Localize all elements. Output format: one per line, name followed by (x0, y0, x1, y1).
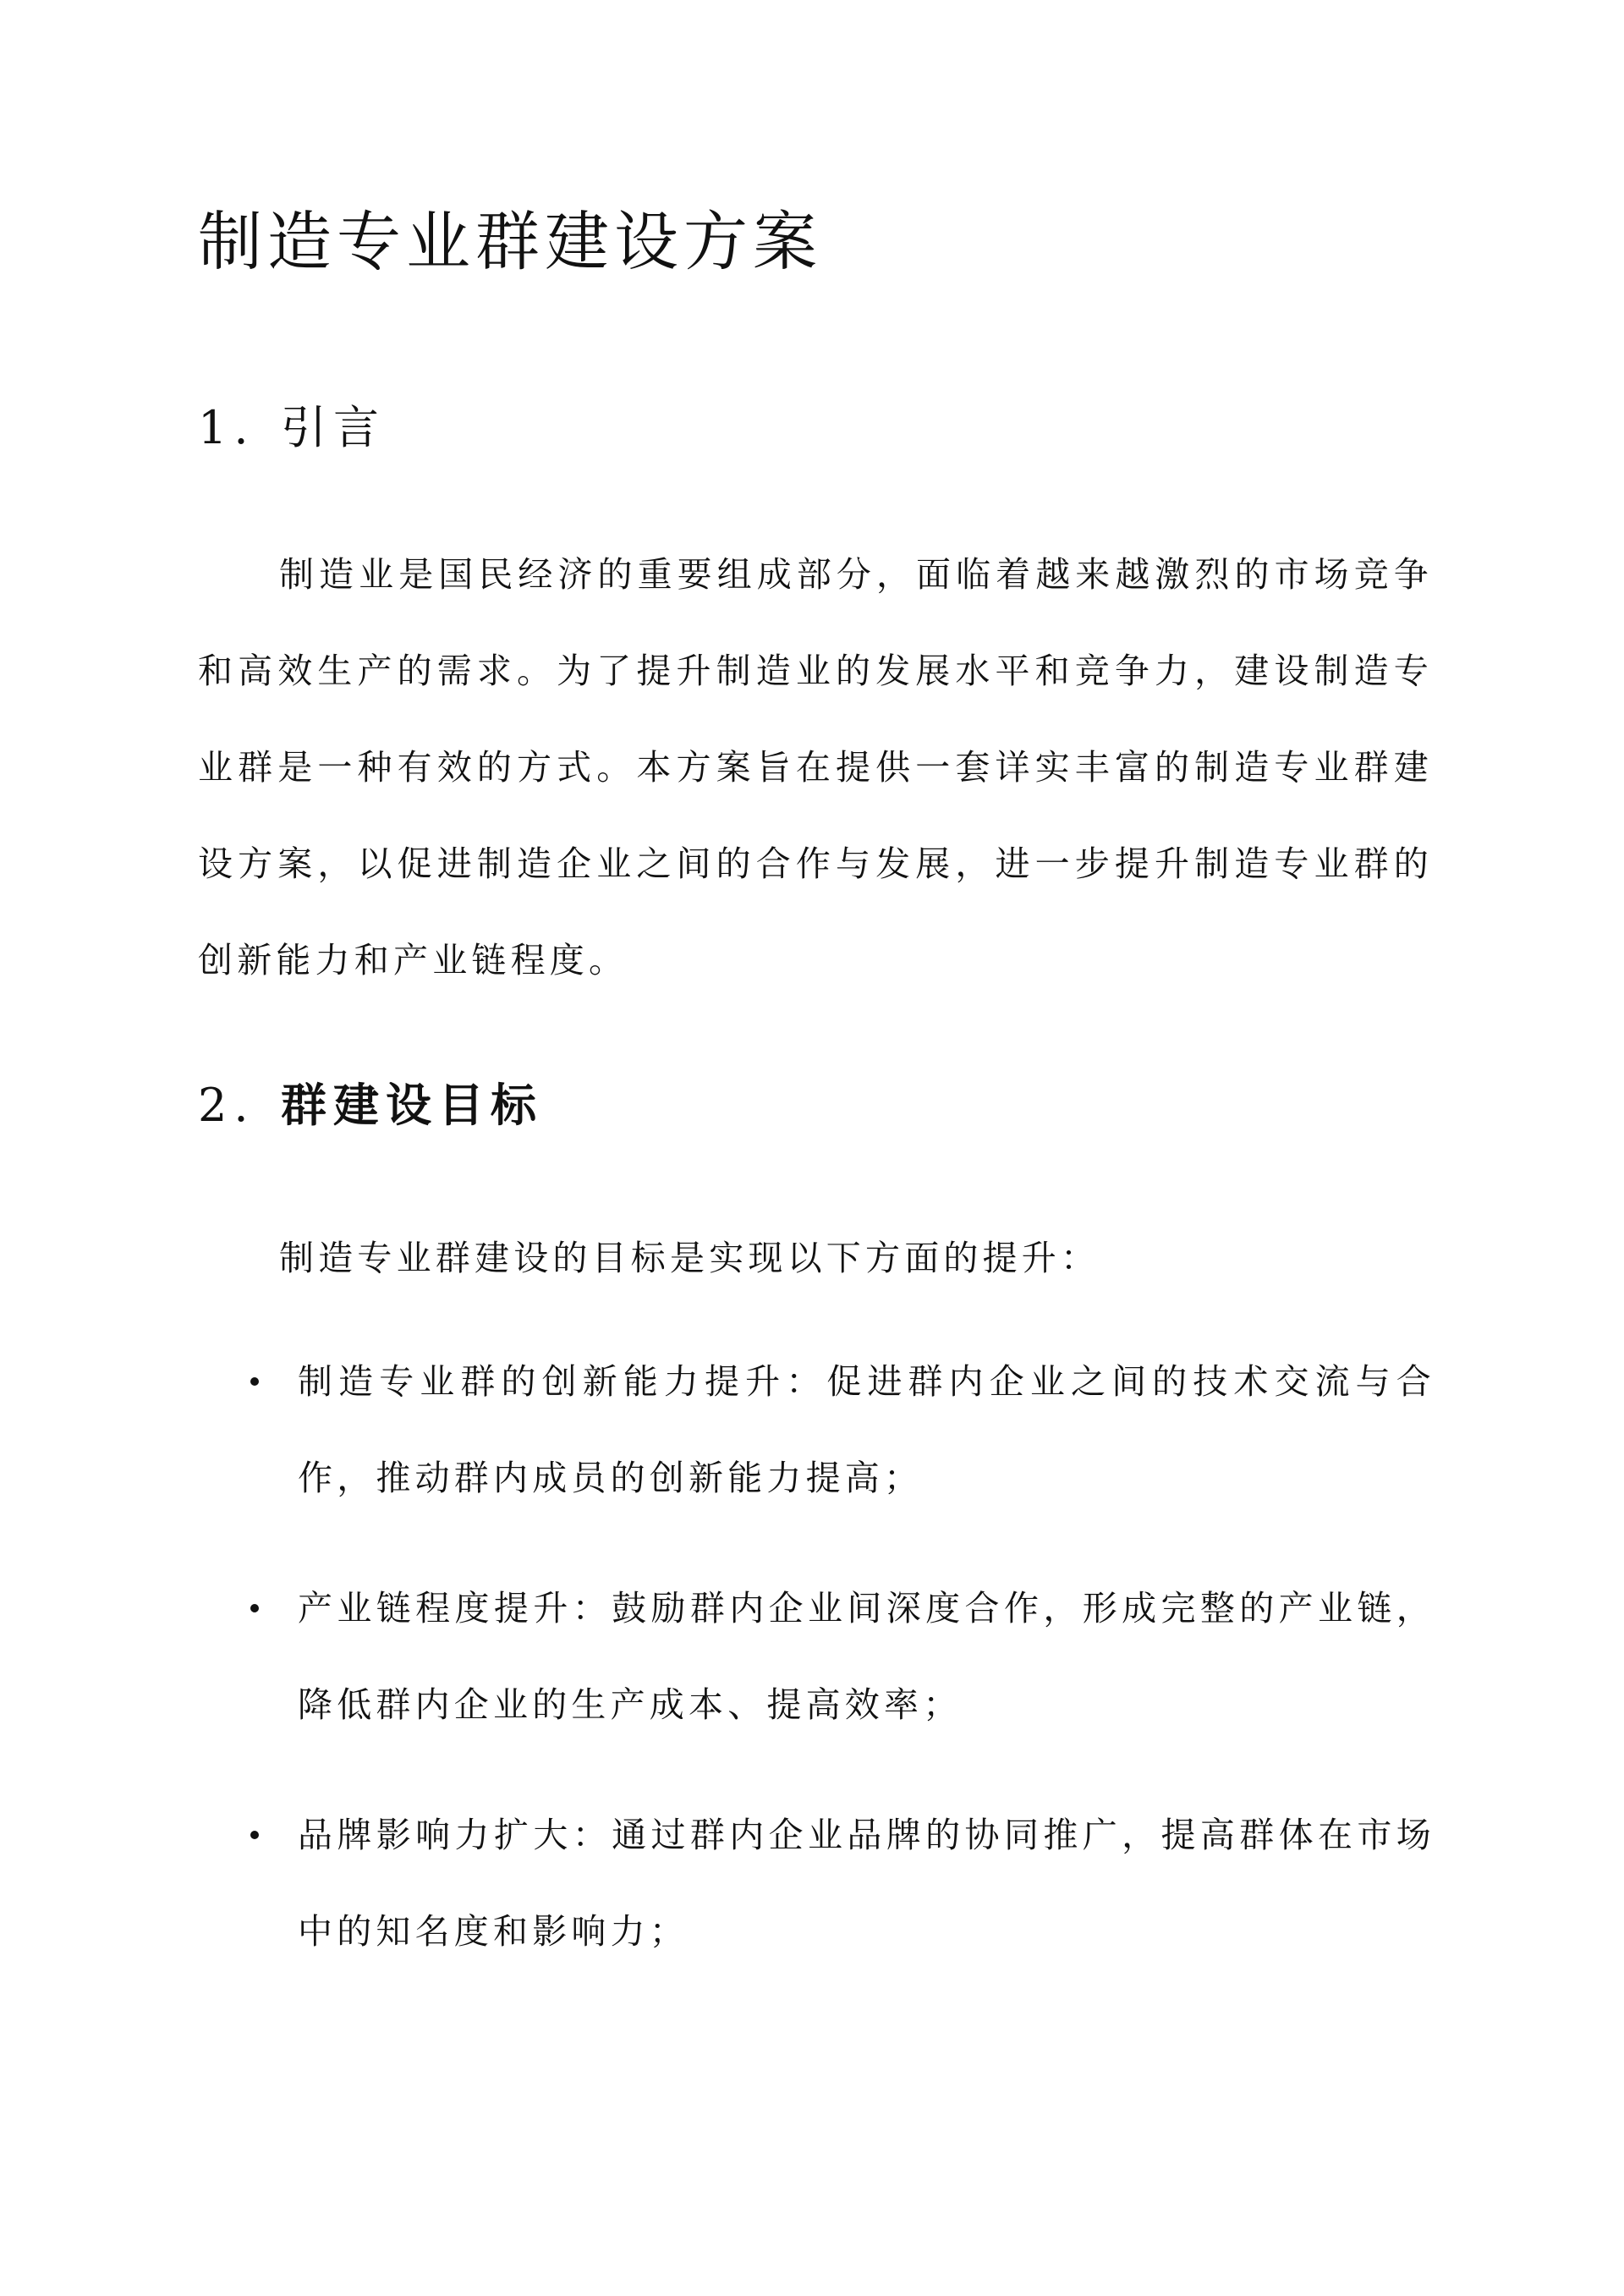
section-number: 2. (198, 1079, 255, 1132)
goals-intro-paragraph: 制造专业群建设的目标是实现以下方面的提升： (279, 1238, 1100, 1278)
introduction-paragraph: 制造业是国民经济的重要组成部分，面临着越来越激烈的市场竞争和高效生产的需求。为了提升制造业的发展水平和竞争力，建设制造专业群是一种有效的方式。本方案旨在提供一套详实丰富的制造专业群建设方案，以促进制造企业之间的合作与发展，进一步提升制造专业群的创新能力和产业链程度。 (198, 554, 1433, 980)
list-item-text: 制造专业群的创新能力提升：促进群内企业之间的技术交流与合作，推动群内成员的创新能力提高； (298, 1361, 1435, 1498)
list-item-text: 产业链程度提升：鼓励群内企业间深度合作，形成完整的产业链，降低群内企业的生产成本、提高效率； (298, 1588, 1435, 1725)
section-number: 1. (198, 401, 255, 454)
list-item-text: 品牌影响力扩大：通过群内企业品牌的协同推广，提高群体在市场中的知名度和影响力； (298, 1815, 1435, 1952)
section-title: 群建设目标 (281, 1078, 543, 1132)
section-heading-goals (198, 1071, 543, 1140)
bullet-icon (250, 1377, 259, 1386)
list-item (198, 1333, 1435, 1526)
bullet-icon (250, 1604, 259, 1612)
list-item (198, 1787, 1435, 1980)
document-title: 制造专业群建设方案 (198, 204, 822, 279)
section-title: 引言 (281, 401, 386, 454)
list-item (198, 1560, 1435, 1753)
bullet-icon (250, 1831, 259, 1839)
section-heading-introduction (198, 394, 386, 462)
goals-bullet-list (198, 1333, 1450, 2013)
